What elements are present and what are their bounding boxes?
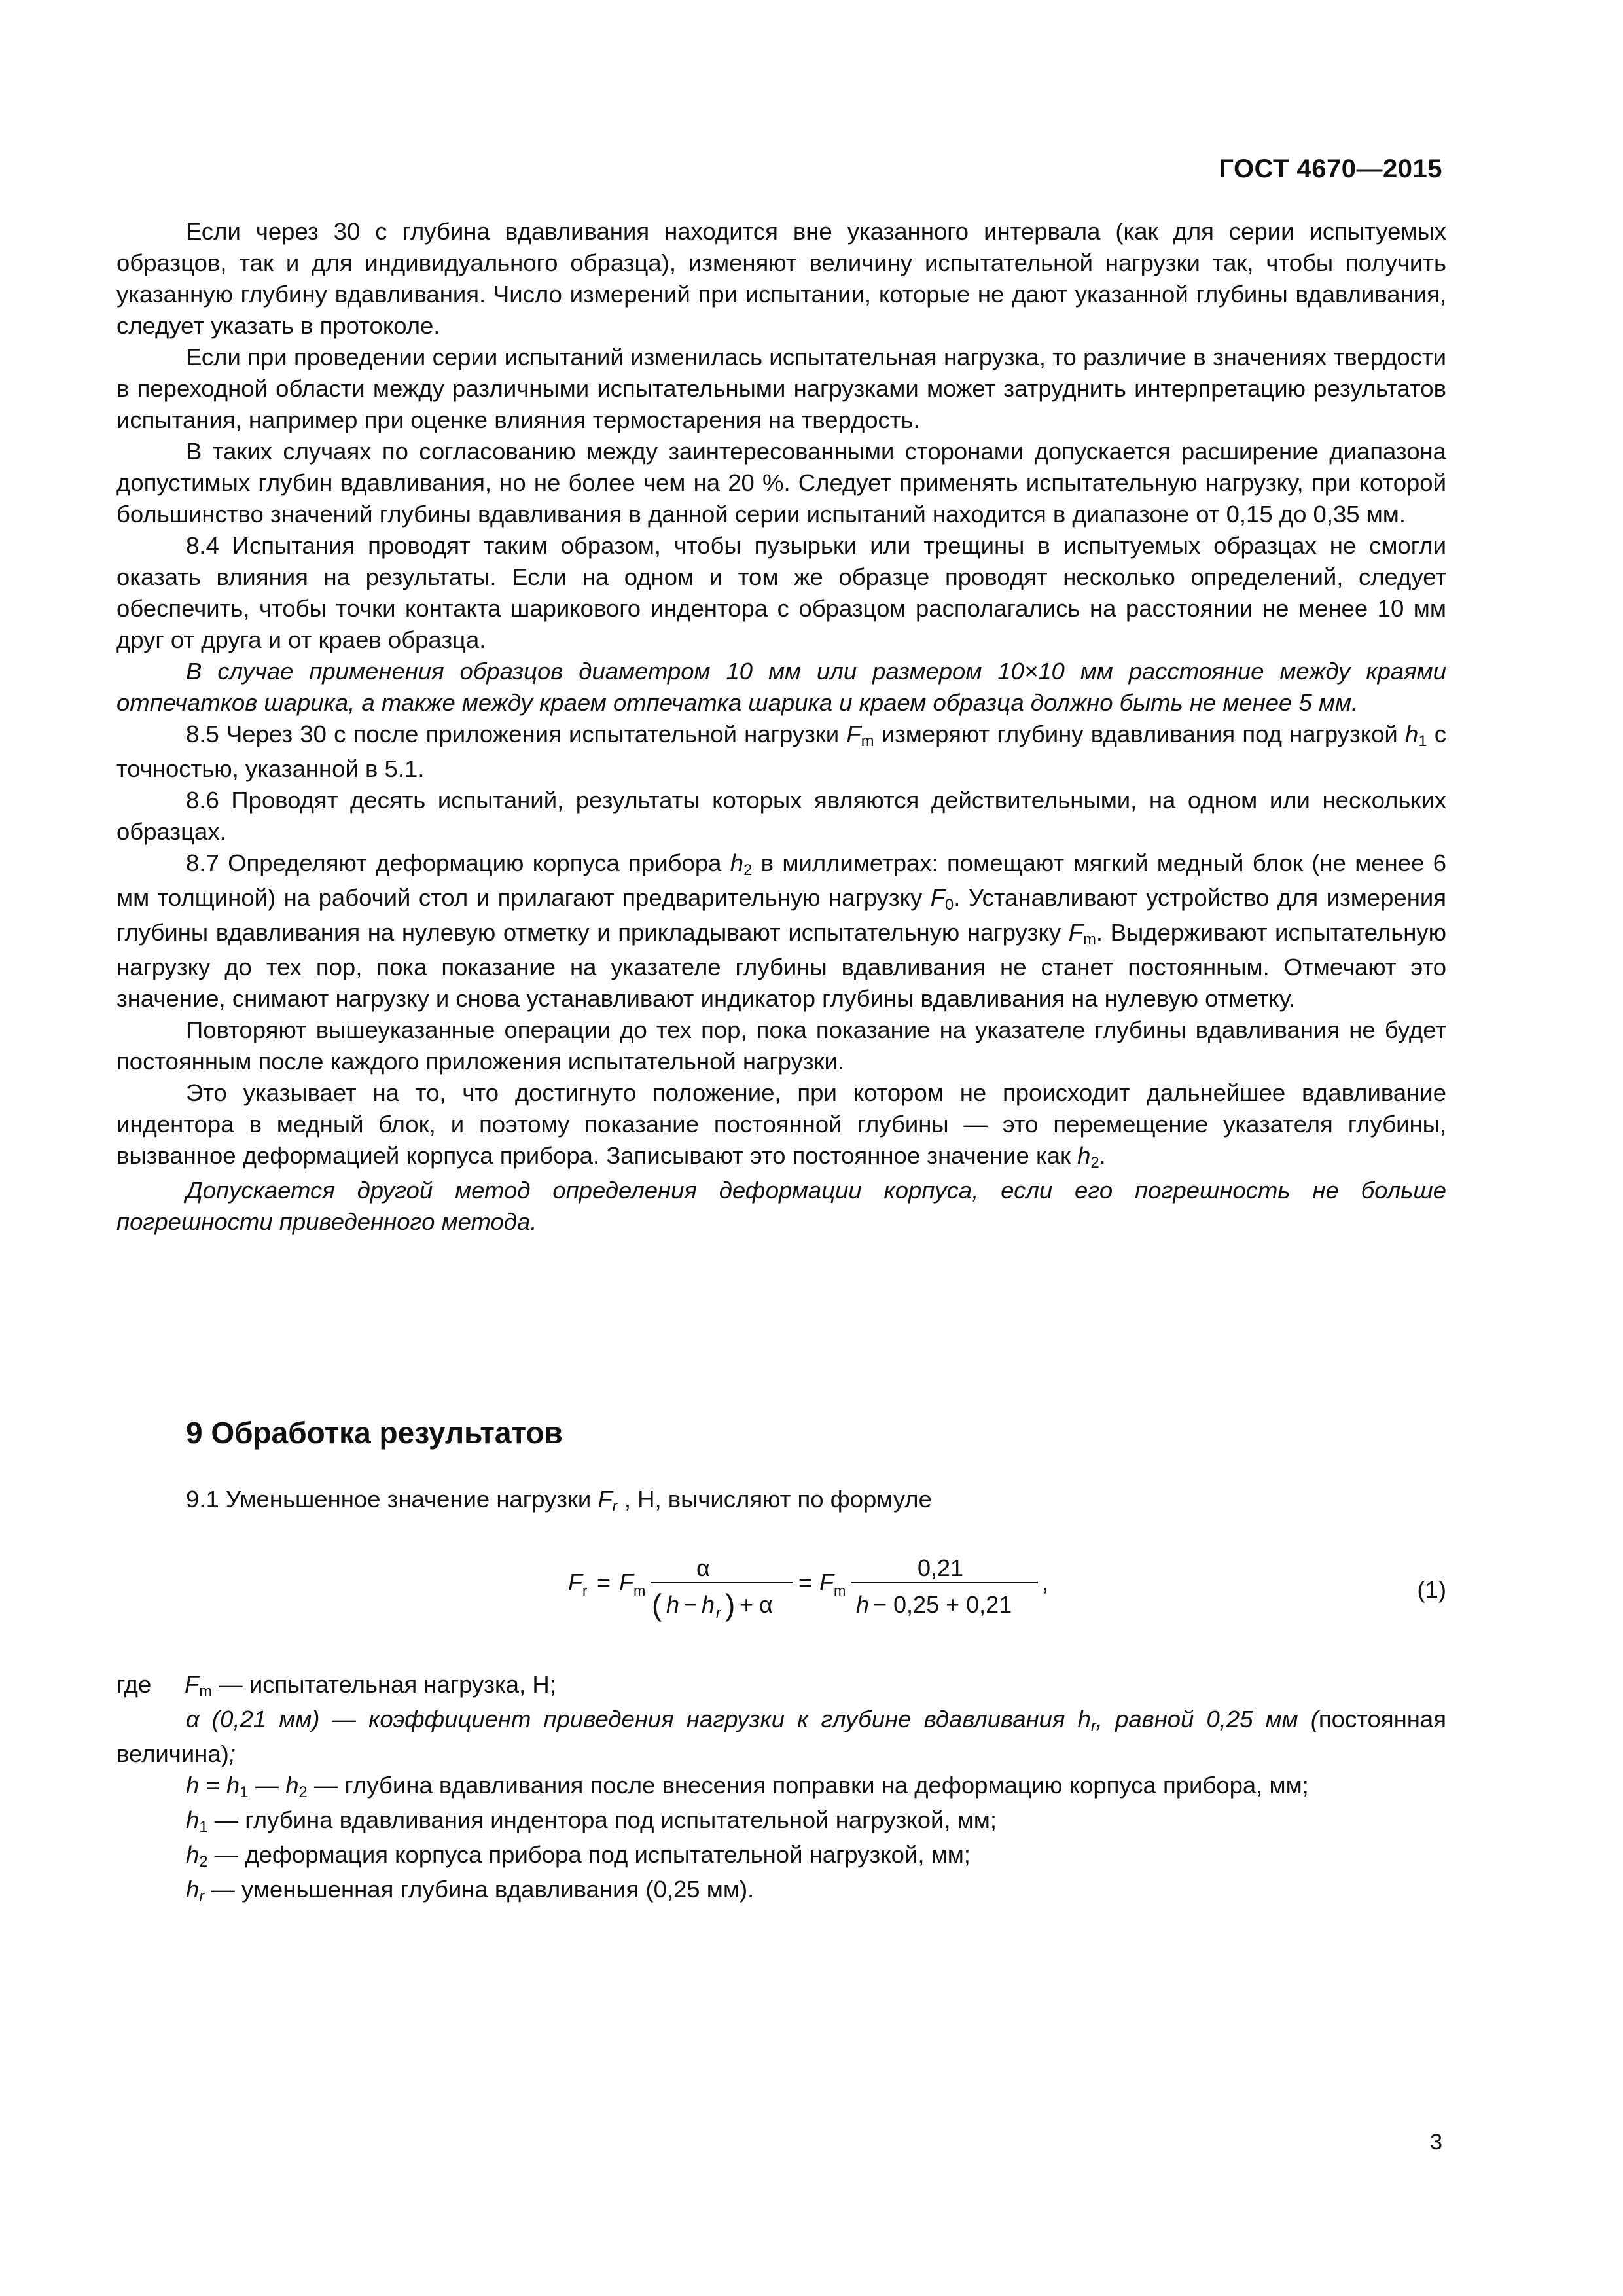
paragraph-other-method: Допускается другой метод определения деформации корпуса, если его погрешность не больше погрешности приведенного метода. — [116, 1177, 1446, 1235]
formula-F-m-1: F — [619, 1569, 633, 1596]
formula-den2-rest: − 0,25 + 0,21 — [873, 1591, 1012, 1618]
formula-F-m-2: F — [819, 1569, 834, 1596]
formula-sub-r: r — [582, 1583, 588, 1599]
formula-eq-2: = — [798, 1569, 813, 1596]
definition-hr: $h_r$ — уменьшенная глубина вдавливания (0,25 мм). — [186, 1876, 755, 1905]
formula-alpha-num: α — [696, 1554, 710, 1581]
definition-h2: $h_2$ — деформация корпуса прибора под испытательной нагрузкой, мм; — [186, 1841, 971, 1871]
formula-num-0-21: 0,21 — [918, 1554, 964, 1581]
paragraph-range-extension: В таких случаях по согласованию между заинтересованными сторонами допускается расширение диапазона допустимых глубин вдавливания, но не более чем на 20 %. Следует применять испытательную нагрузку, при которой большинство значений глубины вдавливания в данной серии испытаний находится в диапазоне от 0,15 до 0,35 мм. — [116, 438, 1446, 528]
formula-eq-1: = — [597, 1569, 611, 1596]
formula-den2-h: h — [856, 1591, 870, 1618]
formula-den1-h: h — [666, 1591, 680, 1618]
definition-Fm: где $F_m$ — испытательная нагрузка, Н; — [116, 1671, 556, 1700]
document-code: ГОСТ 4670—2015 — [1219, 154, 1442, 183]
formula-number: (1) — [1417, 1576, 1446, 1603]
paragraph-sample-distance: В случае применения образцов диаметром 10 мм или размером 10×10 мм расстояние между краями отпечатков шарика, а также между краем отпечатка шарика и краем образца должно быть не менее 5 мм. — [116, 658, 1446, 716]
formula-open-paren: ( — [652, 1588, 662, 1622]
paragraph-8-7: 8.7 Определяют деформацию корпуса прибора $h_2$ в миллиметрах: помещают мягкий медный блок (не менее 6 мм толщиной) на рабочий стол и прилагают предварительную нагрузку $F_0$. Устанавливают устройство для измерения глубины вдавливания на нулевую отметку и прикладывают испытательную нагрузку $F_m$. Выдерживают испытательную нагрузку до тех пор, пока показание на указателе глубины вдавливания не станет постоянным. Отмечают это значение, снимают нагрузку и снова устанавливают индикатор глубины вдавливания на нулевую отметку. — [116, 850, 1446, 1012]
formula-sub-m-1: m — [633, 1583, 646, 1599]
definitions-list — [116, 1669, 1446, 1909]
paragraph-8-5: 8.5 Через 30 с после приложения испытательной нагрузки $F_m$ измеряют глубину вдавливания под нагрузкой $h_1$ с точностью, указанной в 5.1. — [116, 721, 1446, 782]
page-number: 3 — [1430, 2130, 1442, 2155]
paragraph-interval: Если через 30 с глубина вдавливания находится вне указанного интервала (как для серии испытуемых образцов, так и для индивидуального образца), изменяют величину испытательной нагрузки так, чтобы получить указанную глубину вдавливания. Число измерений при испытании, которые не дают указанной глубины вдавливания, следует указать в протоколе. — [116, 218, 1446, 339]
formula-den1-alpha: α — [759, 1591, 773, 1618]
section-title-9: 9 Обработка результатов — [186, 1416, 563, 1450]
formula-den1-plus: + — [740, 1591, 754, 1618]
paragraph-8-6: 8.6 Проводят десять испытаний, результаты которых являются действительными, на одном или нескольких образцах. — [116, 787, 1446, 845]
formula-svg — [568, 1552, 1055, 1624]
body-text — [116, 216, 1446, 1238]
paragraph-8-4: 8.4 Испытания проводят таким образом, чтобы пузырьки или трещины в испытуемых образцах не смогли оказать влияния на результаты. Если на одном и том же образце проводят несколько определений, следует обеспечить, чтобы точки контакта шарикового индентора с образцом располагались на расстоянии не менее 10 мм друг от друга и от краев образца. — [116, 532, 1446, 653]
formula-F-r: F — [568, 1569, 582, 1596]
paragraph-load-change: Если при проведении серии испытаний изменилась испытательная нагрузка, то различие в значениях твердости в переходной области между различными испытательными нагрузками может затруднить интерпретацию результатов испытания, например при оценке влияния термостарения на твердость. — [116, 344, 1446, 433]
paragraph-9-1: 9.1 Уменьшенное значение нагрузки $F_r$ , Н, вычисляют по формуле — [186, 1486, 932, 1515]
definition-h: $h = h_1$ — $h_2$ — глубина вдавливания после внесения поправки на деформацию корпуса прибора, мм; — [186, 1772, 1309, 1801]
formula-comma: , — [1042, 1569, 1049, 1596]
formula-den1-minus: − — [683, 1591, 698, 1618]
formula-den1-sub-r: r — [716, 1605, 721, 1621]
paragraph-repeat: Повторяют вышеуказанные операции до тех пор, пока показание на указателе глубины вдавливания не будет постоянным после каждого приложения испытательной нагрузки. — [116, 1016, 1446, 1075]
definition-h1: $h_1$ — глубина вдавливания индентора под испытательной нагрузкой, мм; — [186, 1806, 997, 1836]
formula-den1-hr: h — [702, 1591, 715, 1618]
formula-close-paren: ) — [725, 1588, 736, 1622]
formula-sub-m-2: m — [834, 1583, 846, 1599]
formula-1 — [568, 1552, 1055, 1624]
definition-alpha: α (0,21 мм) — коэффициент приведения нагрузки к глубине вдавливания $h_r$, равной 0,25 мм (постоянная величина); — [116, 1706, 1446, 1767]
paragraph-constant-depth: Это указывает на то, что достигнуто положение, при котором не происходит дальнейшее вдавливание индентора в медный блок, и поэтому показание постоянной глубины — это перемещение указателя глубины, вызванное деформацией корпуса прибора. Записывают это постоянное значение как $h_2$. — [116, 1079, 1446, 1172]
